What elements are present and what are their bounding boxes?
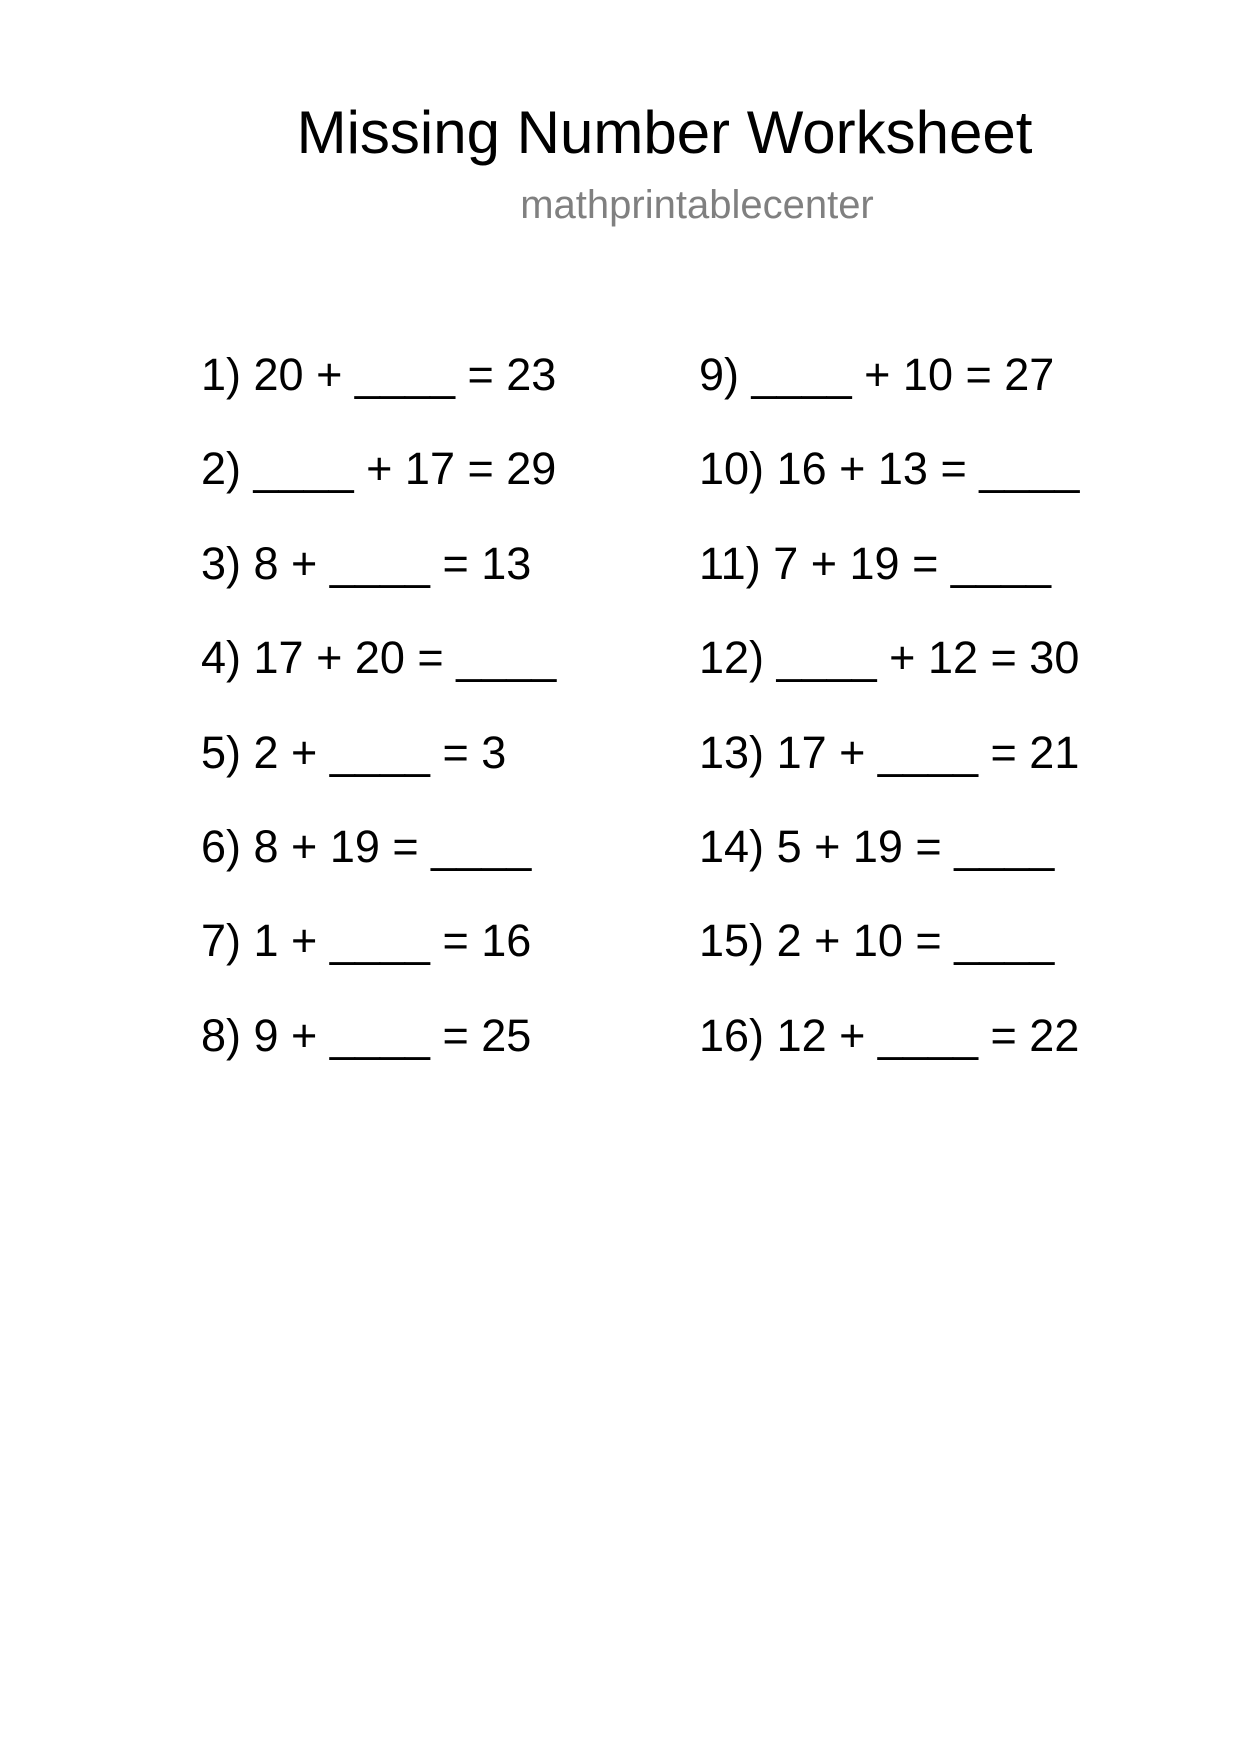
problem-number: 8) [201, 1009, 242, 1061]
problem-item [699, 1011, 1079, 1105]
problem-expression: 8 + 19 = ____ [253, 820, 532, 872]
problem-expression: 16 + 13 = ____ [776, 443, 1080, 495]
problem-expression: ____ + 10 = 27 [751, 349, 1055, 400]
problem-expression: 12 + ____ = 22 [776, 1009, 1080, 1061]
problem-item [699, 444, 1079, 538]
problem-number: 6) [201, 820, 242, 872]
problem-item [201, 444, 556, 538]
problem-item [699, 822, 1079, 916]
problem-number: 5) [201, 726, 242, 778]
problem-item [699, 350, 1079, 444]
problem-number: 15) [699, 915, 765, 967]
problem-number: 2) [201, 443, 242, 495]
worksheet-title: Missing Number Worksheet [296, 99, 1033, 166]
problem-number: 10) [699, 443, 765, 495]
problem-expression: ____ + 12 = 30 [776, 632, 1080, 684]
worksheet-subtitle: mathprintablecenter [520, 183, 874, 227]
problem-item [699, 539, 1079, 633]
problem-expression: 20 + ____ = 23 [253, 349, 557, 400]
problem-item [699, 633, 1079, 727]
problem-expression: ____ + 17 = 29 [253, 443, 557, 495]
problem-number: 9) [699, 349, 740, 400]
problem-expression: 5 + 19 = ____ [776, 820, 1055, 872]
problems-right-column [699, 350, 1079, 1105]
problem-number: 3) [201, 537, 242, 589]
problem-expression: 9 + ____ = 25 [253, 1009, 532, 1061]
problem-expression: 2 + 10 = ____ [776, 915, 1055, 967]
problem-number: 7) [201, 915, 242, 967]
problem-item [201, 728, 556, 822]
problem-expression: 7 + 19 = ____ [773, 537, 1051, 589]
problem-number: 16) [699, 1009, 765, 1061]
problem-item [201, 350, 556, 444]
problem-expression: 17 + 20 = ____ [253, 632, 557, 684]
problems-left-column [201, 350, 556, 1105]
problem-item [201, 916, 556, 1010]
problem-number: 13) [699, 726, 765, 778]
problem-expression: 2 + ____ = 3 [253, 726, 507, 778]
problem-item [201, 539, 556, 633]
problem-item [201, 822, 556, 916]
problem-expression: 17 + ____ = 21 [776, 726, 1080, 778]
problem-number: 14) [699, 820, 765, 872]
problem-number: 4) [201, 632, 242, 684]
problem-expression: 1 + ____ = 16 [253, 915, 532, 967]
problem-expression: 8 + ____ = 13 [253, 537, 532, 589]
problem-item [201, 1011, 556, 1105]
problem-number: 12) [699, 632, 765, 684]
problem-item [699, 728, 1079, 822]
problem-number: 11) [699, 537, 761, 589]
problem-item [699, 916, 1079, 1010]
problem-number: 1) [201, 349, 242, 400]
problem-item [201, 633, 556, 727]
